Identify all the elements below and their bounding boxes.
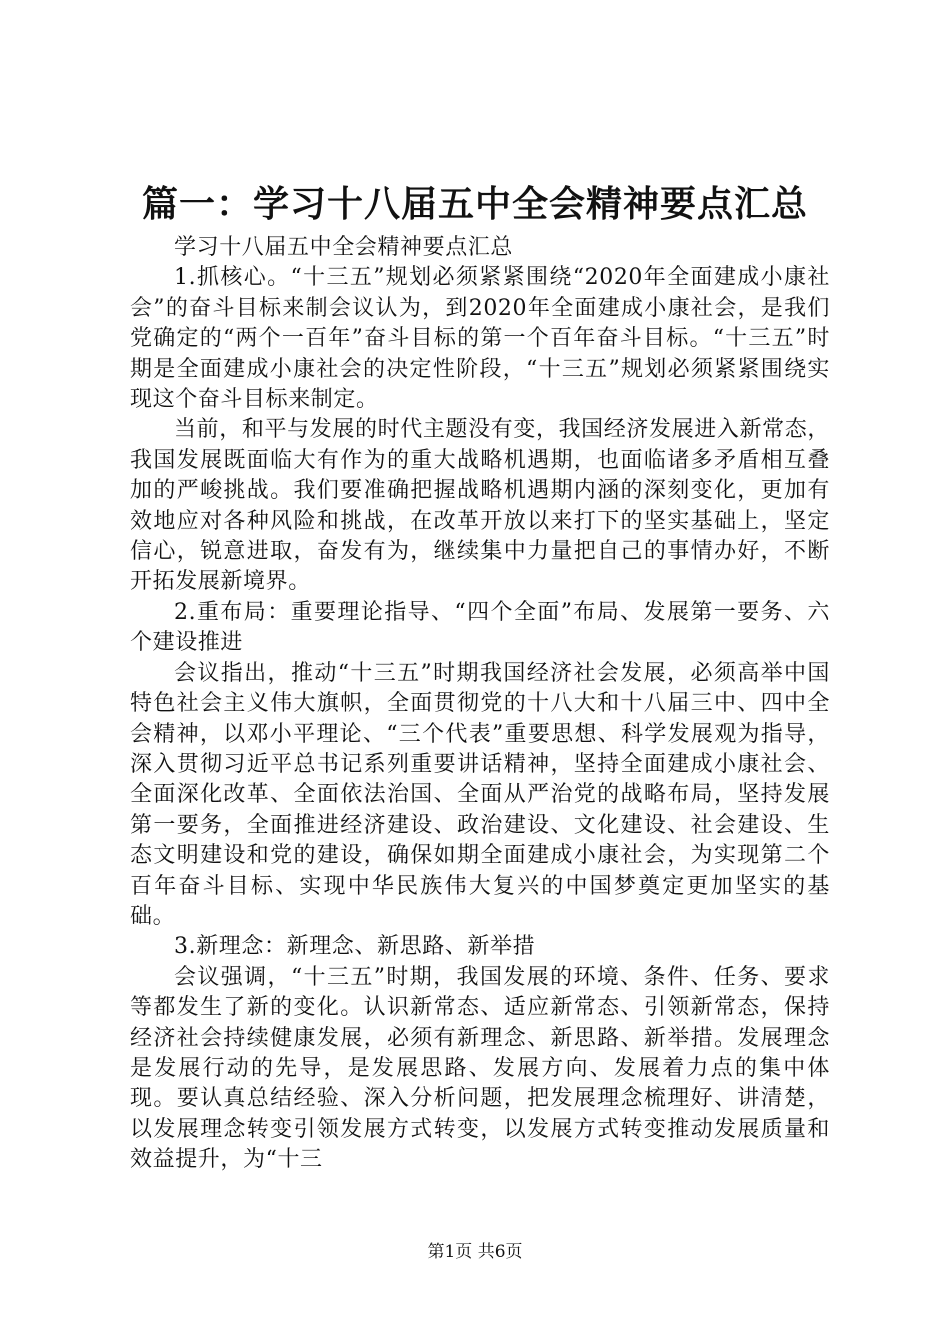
- section-heading: 3.新理念：新理念、新思路、新举措: [174, 934, 536, 960]
- document-body: [130, 233, 830, 1176]
- body-paragraph: 学习十八届五中全会精神要点汇总: [174, 235, 514, 260]
- section-heading: 2.重布局：重要理论指导、“四个全面”布局、发展第一要务、六个建设推进: [130, 599, 830, 656]
- body-paragraph: 1.抓核心。“十三五”规划必须紧紧围绕“2020年全面建成小康社会”的奋斗目标来制会议认为，到2020年全面建成小康社会，是我们党确定的“两个一百年”奋斗目标的第一个百年奋斗目标。“十三五”时期是全面建成小康社会的决定性阶段，“十三五”规划必须紧紧围绕实现这个奋斗目标来制定。: [130, 265, 830, 413]
- page-footer: 第1页 共6页: [427, 1242, 523, 1262]
- body-paragraph: 会议指出，推动“十三五”时期我国经济社会发展，必须高举中国特色社会主义伟大旗帜，全面贯彻党的十八大和十八届三中、四中全会精神，以邓小平理论、“三个代表”重要思想、科学发展观为指导，深入贯彻习近平总书记系列重要讲话精神，坚持全面建成小康社会、全面深化改革、全面依法治国、全面从严治党的战略布局，坚持发展第一要务，全面推进经济建设、政治建设、文化建设、社会建设、生态文明建设和党的建设，确保如期全面建成小康社会，为实现第二个百年奋斗目标、实现中华民族伟大复兴的中国梦奠定更加坚实的基础。: [130, 660, 830, 929]
- body-paragraph: 会议强调，“十三五”时期，我国发展的环境、条件、任务、要求等都发生了新的变化。认识新常态、适应新常态、引领新常态，保持经济社会持续健康发展，必须有新理念、新思路、新举措。发展理念是发展行动的先导，是发展思路、发展方向、发展着力点的集中体现。要认真总结经验、深入分析问题，把发展理念梳理好、讲清楚，以发展理念转变引领发展方式转变，以发展方式转变推动发展质量和效益提升，为“十三: [130, 964, 830, 1173]
- body-paragraph: 当前，和平与发展的时代主题没有变，我国经济发展进入新常态，我国发展既面临大有作为的重大战略机遇期，也面临诸多矛盾相互叠加的严峻挑战。我们要准确把握战略机遇期内涵的深刻变化，更加有效地应对各种风险和挑战，在改革开放以来打下的坚实基础上，坚定信心，锐意进取，奋发有为，继续集中力量把自己的事情办好，不断开拓发展新境界。: [130, 417, 830, 595]
- document-title: 篇一：学习十八届五中全会精神要点汇总: [141, 183, 808, 225]
